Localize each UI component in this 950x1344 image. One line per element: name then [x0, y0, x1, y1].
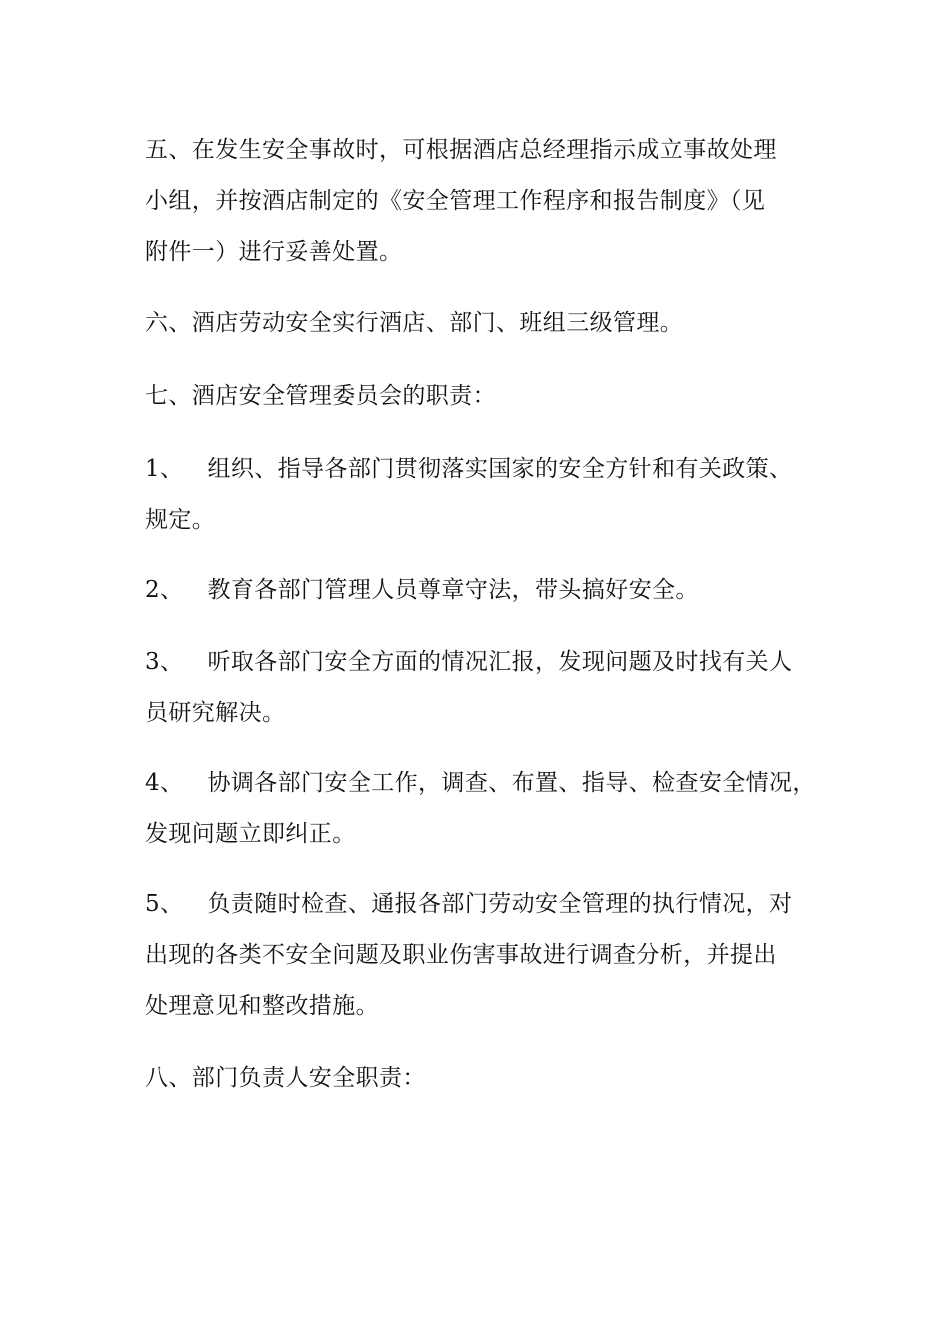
text-line: 出现的各类不安全问题及职业伤害事故进行调查分析，并提出	[145, 942, 777, 968]
text-line: 附件一）进行妥善处置。	[145, 239, 403, 265]
paragraph-duty-4	[145, 758, 816, 860]
text-line: 六、酒店劳动安全实行酒店、部门、班组三级管理。	[145, 310, 684, 336]
text-line	[145, 637, 810, 688]
text-line: 处理意见和整改措施。	[145, 993, 379, 1019]
paragraph-duty-2	[145, 565, 810, 616]
list-number: 4、	[145, 770, 184, 796]
paragraph-item-6	[145, 298, 810, 349]
list-number: 2、	[145, 577, 184, 603]
text-line: 五、在发生安全事故时，可根据酒店总经理指示成立事故处理	[145, 137, 777, 163]
paragraph-item-5	[145, 125, 810, 278]
paragraph-duty-5	[145, 879, 810, 1032]
text-line	[145, 758, 816, 809]
list-number: 1、	[145, 456, 184, 482]
paragraph-item-7	[145, 371, 810, 422]
list-number: 5、	[145, 891, 184, 917]
text-line	[145, 565, 810, 616]
text-line	[145, 879, 810, 930]
list-text: 协调各部门安全工作，调查、布置、指导、检查安全情况，	[207, 770, 816, 796]
text-line: 小组，并按酒店制定的《安全管理工作程序和报告制度》（见	[145, 188, 766, 214]
list-text: 组织、指导各部门贯彻落实国家的安全方针和有关政策、	[207, 456, 793, 482]
paragraph-item-8	[145, 1053, 810, 1104]
text-line: 员研究解决。	[145, 700, 286, 726]
text-line: 七、酒店安全管理委员会的职责：	[145, 383, 496, 409]
text-line: 八、部门负责人安全职责：	[145, 1065, 426, 1091]
paragraph-duty-3	[145, 637, 810, 739]
text-line	[145, 444, 810, 495]
list-number: 3、	[145, 649, 184, 675]
list-text: 负责随时检查、通报各部门劳动安全管理的执行情况，对	[207, 891, 793, 917]
list-text: 教育各部门管理人员尊章守法，带头搞好安全。	[207, 577, 699, 603]
list-text: 听取各部门安全方面的情况汇报，发现问题及时找有关人	[207, 649, 793, 675]
text-line: 规定。	[145, 507, 216, 533]
paragraph-duty-1	[145, 444, 810, 546]
text-line: 发现问题立即纠正。	[145, 821, 356, 847]
